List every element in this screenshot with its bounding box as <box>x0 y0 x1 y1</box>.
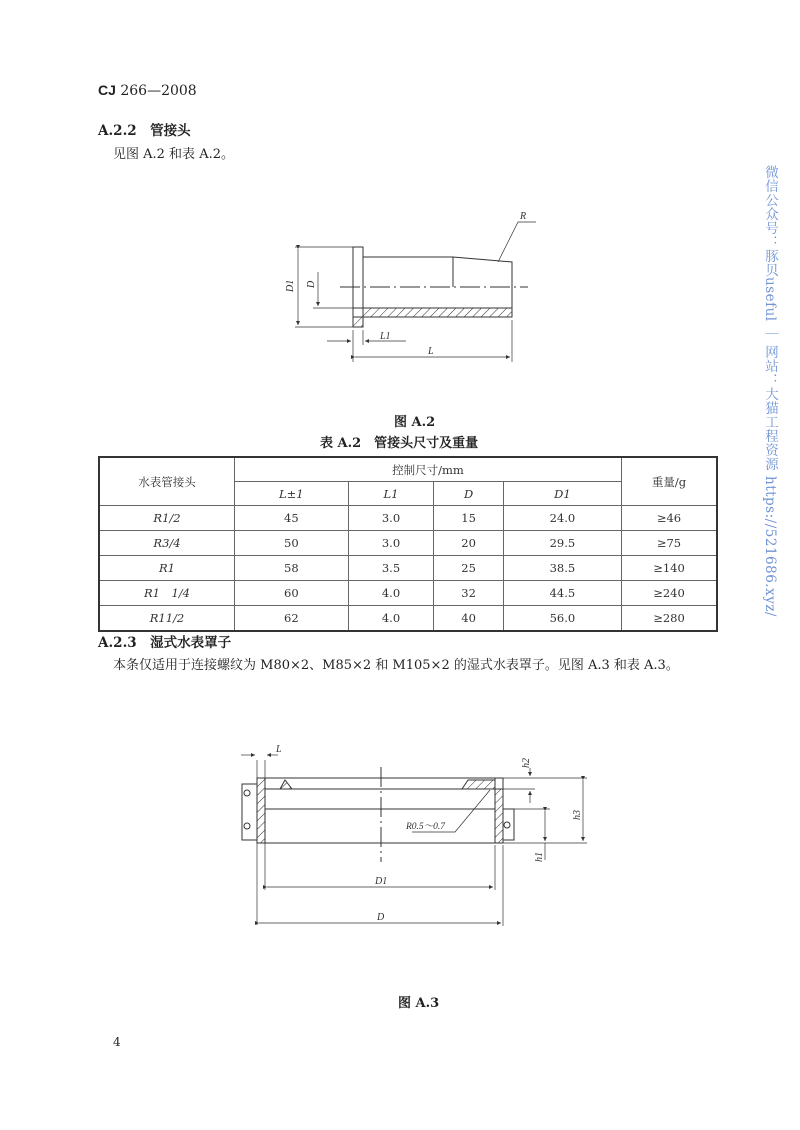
label-d: D <box>377 912 385 923</box>
label-l: L <box>276 744 282 755</box>
cell: R11/2 <box>99 606 235 632</box>
cell: R1 1/4 <box>99 581 235 606</box>
cell: 40 <box>434 606 503 632</box>
label-d1: D1 <box>375 876 388 887</box>
label-d1: D1 <box>285 279 296 292</box>
table-row <box>99 556 717 581</box>
cell: 56.0 <box>503 606 621 632</box>
label-h3: h3 <box>572 810 583 820</box>
cell: 3.5 <box>348 556 434 581</box>
section-heading-a23 <box>98 631 231 651</box>
subheader: D1 <box>503 482 621 506</box>
figure-a3-caption: 图 A.3 <box>398 996 440 1011</box>
table-row <box>99 581 717 606</box>
cell: 20 <box>434 531 503 556</box>
figure-a2-caption: 图 A.2 <box>394 415 436 430</box>
cell: 45 <box>235 506 349 531</box>
section-a22-text: 见图 A.2 和表 A.2。 <box>113 147 234 162</box>
cell: R3/4 <box>99 531 235 556</box>
table-row <box>99 606 717 632</box>
subheader: L1 <box>348 482 434 506</box>
subheader: L±1 <box>235 482 349 506</box>
section-title: 湿式水表罩子 <box>150 635 232 651</box>
label-d: D <box>306 280 317 288</box>
label-r: R <box>520 211 527 222</box>
figure-a3-meter-cover <box>241 755 587 926</box>
label-h1: h1 <box>534 852 545 862</box>
cell: 62 <box>235 606 349 632</box>
cell: 32 <box>434 581 503 606</box>
cell: 4.0 <box>348 606 434 632</box>
label-l: L <box>428 346 434 357</box>
section-number: A.2.2 <box>98 123 137 139</box>
cell: 4.0 <box>348 581 434 606</box>
standard-number: 266—2008 <box>120 83 197 99</box>
cell: ≥280 <box>622 606 718 632</box>
cell: 29.5 <box>503 531 621 556</box>
page-number: 4 <box>113 1035 121 1049</box>
header-control-dimensions: 控制尺寸/mm <box>235 457 622 482</box>
cell: ≥140 <box>622 556 718 581</box>
cell: 15 <box>434 506 503 531</box>
cell: 58 <box>235 556 349 581</box>
header-weight: 重量/g <box>622 457 718 506</box>
cell: 50 <box>235 531 349 556</box>
label-l1: L1 <box>380 331 391 342</box>
table-a2-title: 表 A.2 管接头尺寸及重量 <box>320 436 479 451</box>
cell: 60 <box>235 581 349 606</box>
figure-a2-pipe-connector <box>295 222 536 362</box>
table-a2 <box>98 456 718 632</box>
header-connector: 水表管接头 <box>99 457 235 506</box>
table-row <box>99 531 717 556</box>
label-h2: h2 <box>521 758 532 768</box>
cell: ≥46 <box>622 506 718 531</box>
section-number: A.2.3 <box>98 635 137 651</box>
cell: 25 <box>434 556 503 581</box>
section-title: 管接头 <box>150 123 191 139</box>
subheader: D <box>434 482 503 506</box>
cell: 38.5 <box>503 556 621 581</box>
table-row <box>99 506 717 531</box>
cell: R1 <box>99 556 235 581</box>
cell: 3.0 <box>348 531 434 556</box>
cell: R1/2 <box>99 506 235 531</box>
cell: 44.5 <box>503 581 621 606</box>
watermark: 微信公众号：豚贝useful ｜ 网站：大猫工程资源 https://521686.xyz/ <box>762 165 778 617</box>
label-radius: R0.5～0.7 <box>406 822 446 832</box>
cell: ≥240 <box>622 581 718 606</box>
cell: 3.0 <box>348 506 434 531</box>
cell: 24.0 <box>503 506 621 531</box>
standard-prefix: CJ <box>98 82 116 98</box>
cell: ≥75 <box>622 531 718 556</box>
section-a23-text: 本条仅适用于连接螺纹为 M80×2、M85×2 和 M105×2 的湿式水表罩子。见图 A.3 和表 A.3。 <box>113 658 679 673</box>
